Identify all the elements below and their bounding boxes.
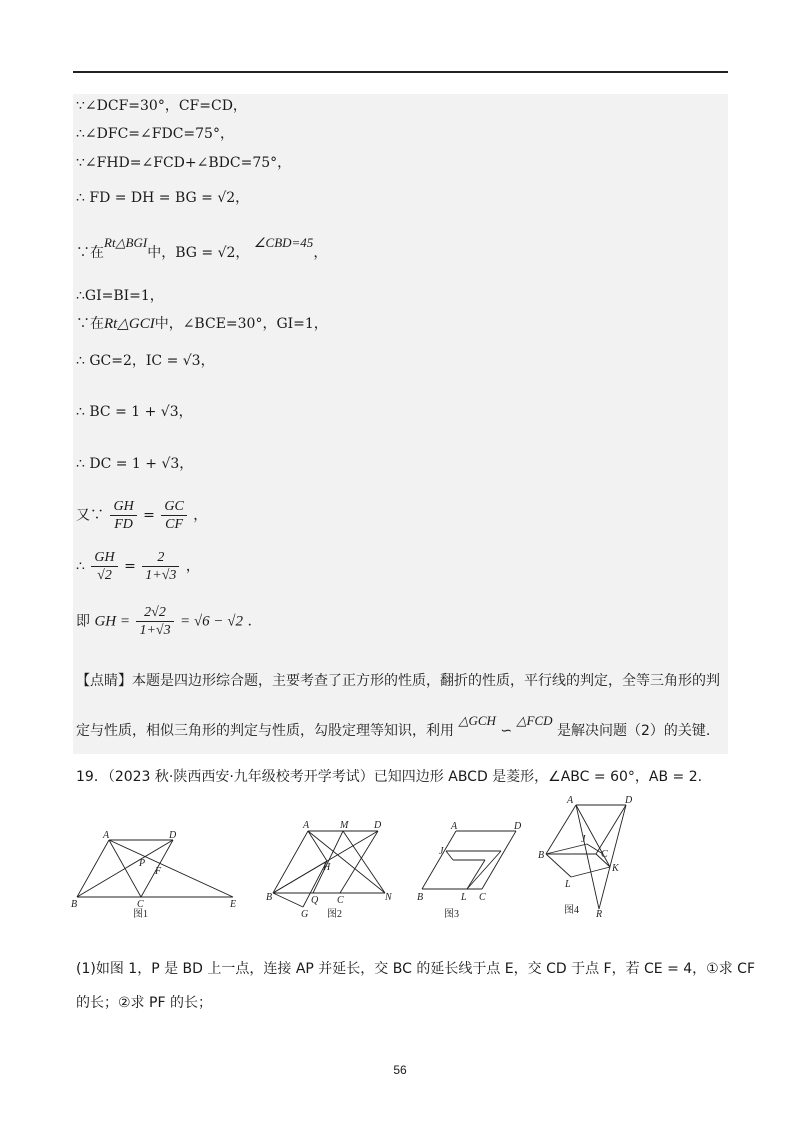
fraction-result [136,604,173,639]
figure-3-caption: 图3 [444,909,459,920]
svg-text:B: B [266,892,273,903]
solution-line-4: ∴ FD = DH = BG = √2， [76,190,250,206]
l12-suffix: ， [185,558,200,575]
svg-text:C: C [479,892,486,903]
figure-4-caption: 图4 [564,905,579,916]
svg-text:Q: Q [311,895,319,906]
l13-prefix: 即 [76,613,90,630]
svg-text:L: L [461,892,467,903]
frac-den: 1+√3 [145,568,177,583]
l13-rhs: = √6 − √2 [180,613,244,630]
svg-text:A: A [451,821,458,832]
svg-text:A: A [567,795,574,806]
solution-line-12 [76,549,200,584]
l11-suffix: ， [193,507,208,524]
frac-num: GH [110,498,136,516]
equals-sign: = [143,507,155,524]
solution-line-7-a: ∵在 [76,316,104,332]
figure-3 [422,831,516,889]
solution-line-1: ∵∠DCF=30°，CF=CD， [76,98,247,114]
figure-1-caption: 图1 [133,909,148,920]
l13-suffix: . [247,613,252,630]
svg-text:J: J [581,834,586,845]
solution-line-7 [76,315,328,333]
svg-text:D: D [514,821,522,832]
svg-text:D: D [374,820,382,831]
triangle-gch: △GCH [458,713,496,728]
solution-line-6: ∴GI=BI=1， [76,288,164,304]
solution-line-5-e: ， [313,245,328,261]
svg-text:E: E [230,899,237,910]
svg-text:G: G [301,909,309,920]
solution-line-7-b: Rt△GCI [104,316,155,332]
svg-text:B: B [417,892,424,903]
svg-text:A: A [103,830,110,841]
page-number: 56 [393,1063,407,1077]
fraction-2-over [142,549,179,584]
figure-2-caption: 图2 [327,909,342,920]
dianjing-line-1: 【点睛】本题是四边形综合题，主要考查了正方形的性质，翻折的性质，平行线的判定，全等三角形的判 [76,673,720,689]
equals-sign: = [124,558,136,575]
solution-line-2: ∴∠DFC=∠FDC=75°， [76,126,234,142]
svg-text:C: C [337,895,344,906]
svg-text:B: B [538,850,545,861]
question-part1-line2: 的长；②求 PF 的长； [76,995,212,1011]
l12-prefix: ∴ [76,558,85,575]
svg-text:D: D [169,830,177,841]
figure-4 [546,805,626,909]
frac-num: 2 [142,549,179,567]
frac-num: 2√2 [136,604,173,622]
figure-2-labels [266,820,393,920]
svg-text:A: A [303,820,310,831]
svg-text:K: K [612,863,619,874]
solution-line-5-d: ∠CBD=45 [253,235,314,250]
svg-text:L: L [565,879,571,890]
svg-text:C: C [137,899,144,910]
solution-line-11 [76,498,207,533]
l13-lhs: GH = [94,613,130,630]
solution-line-5-b: Rt△BGI [104,235,148,250]
svg-text:C: C [601,849,608,860]
question-part1-line1: (1)如图 1，P 是 BD 上一点，连接 AP 并延长，交 BC 的延长线于点 E，交 CD 于点 F，若 CE = 4，①求 CF [76,961,756,977]
svg-text:R: R [596,909,603,920]
frac-num: GC [161,498,186,516]
solution-line-5-c: 中，BG = √2， [147,245,250,261]
dianjing-text-b: 是解决问题（2）的关键. [557,723,711,739]
frac-den: 1+√3 [139,623,171,638]
solution-line-5 [76,235,328,262]
dianjing-text-a: 定与性质，相似三角形的判定与性质，勾股定理等知识，利用 [76,723,454,739]
dianjing-line-2 [76,713,726,740]
solution-line-10: ∴ DC = 1 + √3， [76,456,194,472]
svg-text:J: J [439,846,444,857]
solution-line-9: ∴ BC = 1 + √3， [76,404,193,420]
figure-4-labels [538,795,633,920]
solution-line-8: ∴ GC=2，IC = √3， [76,353,215,369]
frac-den: √2 [97,568,112,583]
solution-line-5-a: ∵在 [76,245,104,261]
fraction-gh-fd [110,498,136,533]
question-stem: 19．（2023 秋·陕西西安·九年级校考开学考试）已知四边形 ABCD 是菱形，∠ABC = 60°，AB = 2. [76,769,703,785]
svg-text:N: N [385,892,392,903]
svg-text:H: H [323,862,331,873]
similar-sign: ∽ [500,723,513,739]
header-rule [73,71,728,73]
svg-text:M: M [340,820,349,831]
solution-line-13 [76,604,252,639]
frac-den: CF [165,517,183,532]
frac-den: FD [114,517,133,532]
svg-text:D: D [625,795,633,806]
fraction-gc-cf [161,498,186,533]
fraction-gh-root2 [91,549,117,584]
svg-text:B: B [71,899,78,910]
solution-line-3: ∵∠FHD=∠FCD+∠BDC=75°， [76,155,292,171]
frac-num: GH [91,549,117,567]
question-figures [65,795,745,925]
svg-text:P: P [139,858,146,869]
l11-prefix: 又∵ [76,507,104,524]
triangle-fcd: △FCD [516,713,553,728]
svg-text:F: F [155,866,162,877]
solution-line-7-c: 中，∠BCE=30°，GI=1， [154,316,328,332]
